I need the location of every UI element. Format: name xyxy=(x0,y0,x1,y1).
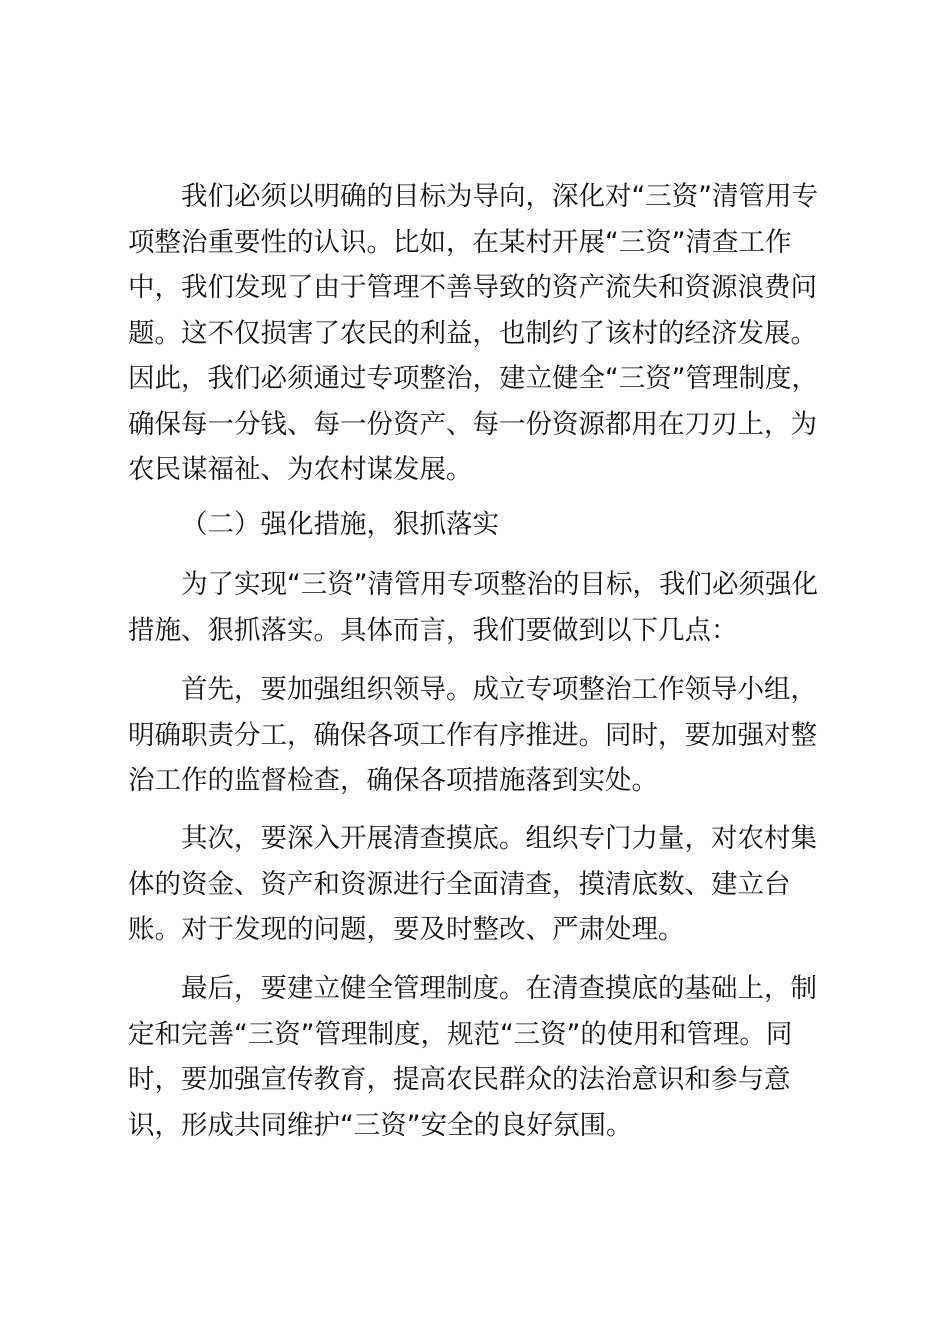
body-paragraph: 首先，要加强组织领导。成立专项整治工作领导小组，明确职责分工，确保各项工作有序推进。同时，要加强对整治工作的监督检查，确保各项措施落到实处。 xyxy=(128,674,817,796)
body-paragraph: 我们必须以明确的目标为导向，深化对“三资”清管用专项整治重要性的认识。比如，在某村开展“三资”清查工作中，我们发现了由于管理不善导致的资产流失和资源浪费问题。这不仅损害了农民的利益，也制约了该村的经济发展。因此，我们必须通过专项整治，建立健全“三资”管理制度，确保每一分钱、每一份资产、每一份资源都用在刀刃上，为农民谋福祉、为农村谋发展。 xyxy=(128,181,818,485)
body-paragraph: 为了实现“三资”清管用专项整治的目标，我们必须强化措施、狠抓落实。具体而言，我们要做到以下几点： xyxy=(128,569,818,646)
body-paragraph: 其次，要深入开展清查摸底。组织专门力量，对农村集体的资金、资产和资源进行全面清查，摸清底数、建立台账。对于发现的问题，要及时整改、严肃处理。 xyxy=(128,823,817,945)
body-paragraph: 最后，要建立健全管理制度。在清查摸底的基础上，制定和完善“三资”管理制度，规范“三资”的使用和管理。同时，要加强宣传教育，提高农民群众的法治意识和参与意识，形成共同维护“三资”安全的良好氛围。 xyxy=(128,973,817,1141)
section-heading: （二）强化措施，狠抓落实 xyxy=(181,509,499,540)
